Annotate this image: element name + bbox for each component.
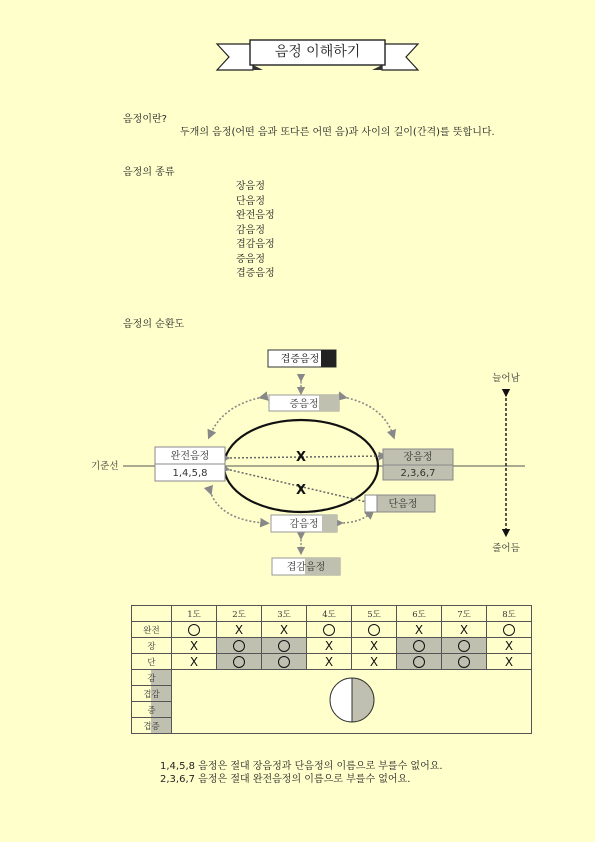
box-major <box>383 449 453 480</box>
circle-mark <box>217 638 262 654</box>
shrink-label: 줄어듬 <box>492 543 520 554</box>
column-header: 6도 <box>397 606 442 622</box>
type-item: 겹증음정 <box>236 268 275 279</box>
circle-icon <box>413 656 425 668</box>
circle-icon <box>233 640 245 652</box>
circle-mark <box>217 654 262 670</box>
circle-icon <box>278 656 290 668</box>
cross-mark-2: X <box>295 483 307 498</box>
column-header: 3도 <box>262 606 307 622</box>
circle-mark <box>442 654 487 670</box>
cross-mark-1: X <box>295 450 307 465</box>
svg-text:감음정: 감음정 <box>289 519 319 530</box>
x-icon: X <box>369 638 379 653</box>
cross-mark <box>352 654 397 670</box>
arrow-perfect-dim <box>210 491 265 523</box>
row-label: 장 <box>132 638 172 654</box>
type-item: 증음정 <box>236 253 265 265</box>
circle-icon <box>323 624 335 636</box>
note-line: 1,4,5,8 음정은 절대 장음정과 단음정의 이름으로 부를수 없어요. <box>160 761 443 772</box>
notes <box>160 760 443 786</box>
x-icon: X <box>504 654 514 669</box>
circle-mark <box>352 622 397 638</box>
note-line: 2,3,6,7 음정은 절대 완전음정의 이름으로 부를수 없어요. <box>160 774 411 785</box>
circle-mark <box>397 638 442 654</box>
row-label-text: 증 <box>147 705 156 716</box>
type-item: 장음정 <box>236 181 265 192</box>
row-label <box>132 670 172 686</box>
arrow-aug-major <box>343 397 393 435</box>
type-item: 겹감음정 <box>236 239 275 250</box>
type-item: 완전음정 <box>236 210 275 221</box>
table-row <box>132 638 532 654</box>
table-row <box>132 654 532 670</box>
cross-mark <box>442 622 487 638</box>
column-header: 4도 <box>307 606 352 622</box>
definition-heading: 음정이란? <box>123 114 167 125</box>
svg-text:증음정: 증음정 <box>289 399 319 410</box>
circle-icon <box>368 624 380 636</box>
cross-mark <box>172 638 217 654</box>
arrow-dim-minor <box>339 513 371 523</box>
cross-mark <box>217 622 262 638</box>
circle-icon <box>233 656 245 668</box>
type-item: 감음정 <box>236 224 265 236</box>
svg-text:완전음정: 완전음정 <box>170 451 210 462</box>
cross-mark <box>262 622 307 638</box>
row-label-text: 감 <box>147 673 156 684</box>
row-label <box>132 702 172 718</box>
row-label: 완전 <box>132 622 172 638</box>
definition-text: 두개의 음정(어떤 음과 또다른 어떤 음)과 사이의 길이(간격)를 뜻합니다. <box>180 127 495 138</box>
circle-mark <box>262 654 307 670</box>
grow-label: 늘어남 <box>492 373 520 384</box>
cross-mark <box>352 638 397 654</box>
x-icon: X <box>324 654 334 669</box>
circle-mark <box>487 622 532 638</box>
x-icon: X <box>324 638 334 653</box>
cycle-diagram <box>85 345 545 580</box>
cross-mark <box>307 654 352 670</box>
cross-mark <box>172 654 217 670</box>
circle-mark <box>397 654 442 670</box>
box-augmented <box>269 395 339 411</box>
x-icon: X <box>279 622 289 637</box>
row-label <box>132 686 172 702</box>
cross-mark <box>487 638 532 654</box>
cross-mark <box>487 654 532 670</box>
table-row <box>132 622 532 638</box>
x-icon: X <box>189 654 199 669</box>
types-heading: 음정의 종류 <box>123 167 175 178</box>
circle-icon <box>188 624 200 636</box>
row-label-text: 겹증 <box>143 721 160 732</box>
row-label <box>132 718 172 734</box>
cross-mark <box>397 622 442 638</box>
x-icon: X <box>369 654 379 669</box>
box-minor <box>365 495 435 512</box>
circle-mark <box>172 622 217 638</box>
types-list <box>236 180 275 282</box>
circle-icon <box>278 640 290 652</box>
half-circle-cell <box>172 670 532 734</box>
box-perfect <box>155 447 225 481</box>
x-icon: X <box>414 622 424 637</box>
circle-icon <box>458 656 470 668</box>
interval-table <box>131 605 532 734</box>
column-header: 7도 <box>442 606 487 622</box>
circle-icon <box>503 624 515 636</box>
page-title: 음정 이해하기 <box>274 44 361 60</box>
circle-mark <box>442 638 487 654</box>
half-circle-icon <box>326 676 378 724</box>
svg-text:단음정: 단음정 <box>388 499 418 510</box>
svg-text:2,3,6,7: 2,3,6,7 <box>400 468 436 479</box>
x-icon: X <box>234 622 244 637</box>
column-header: 5도 <box>352 606 397 622</box>
circle-mark <box>262 638 307 654</box>
circle-icon <box>458 640 470 652</box>
circle-mark <box>307 622 352 638</box>
x-icon: X <box>459 622 469 637</box>
box-diminished <box>271 515 337 532</box>
column-header: 2도 <box>217 606 262 622</box>
cross-mark <box>307 638 352 654</box>
circle-icon <box>413 640 425 652</box>
column-header: 8도 <box>487 606 532 622</box>
type-item: 단음정 <box>236 195 265 207</box>
row-label-text: 겹감 <box>143 689 160 700</box>
table-corner <box>132 606 172 622</box>
svg-text:1,4,5,8: 1,4,5,8 <box>172 468 208 479</box>
cycle-heading: 음정의 순환도 <box>123 319 185 330</box>
table-header-row <box>132 606 532 622</box>
x-icon: X <box>504 638 514 653</box>
title-banner <box>215 36 420 72</box>
box-double-diminished <box>272 558 340 575</box>
column-header: 1도 <box>172 606 217 622</box>
svg-text:겹증음정: 겹증음정 <box>280 354 320 365</box>
svg-text:장음정: 장음정 <box>403 452 433 463</box>
table-row <box>132 670 532 686</box>
box-double-augmented <box>268 350 336 367</box>
x-icon: X <box>189 638 199 653</box>
row-label: 단 <box>132 654 172 670</box>
svg-text:겹감음정: 겹감음정 <box>286 562 326 573</box>
baseline-label: 기준선 <box>91 461 119 472</box>
